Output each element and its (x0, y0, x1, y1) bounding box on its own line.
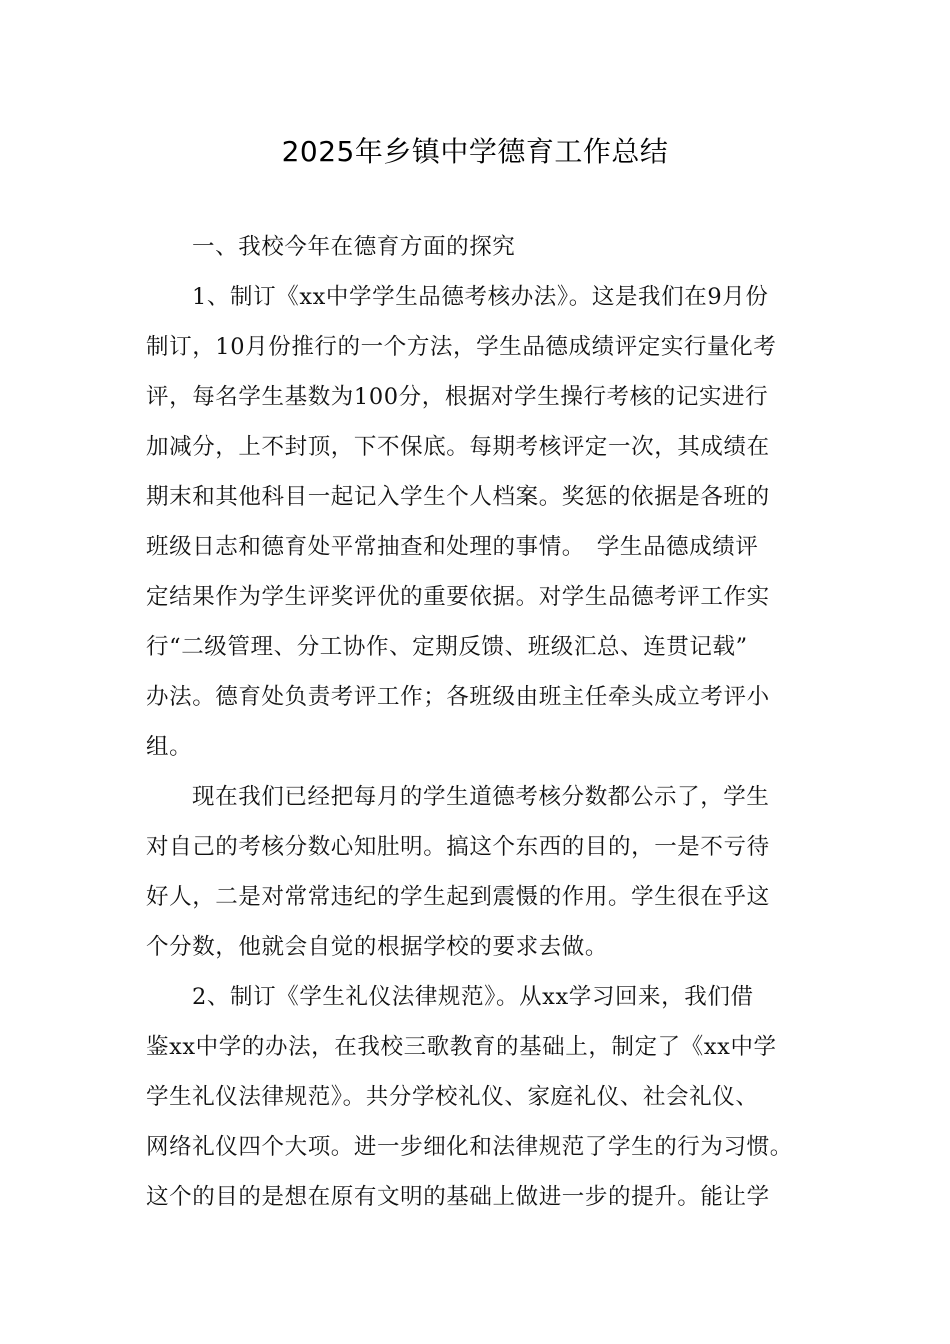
paragraph-line: 组。 (146, 734, 193, 760)
paragraph-line: 办法。德育处负责考评工作；各班级由班主任牵头成立考评小 (146, 684, 770, 710)
paragraph-line: 个分数，他就会自觉的根据学校的要求去做。 (146, 934, 609, 960)
section-heading: 一、我校今年在德育方面的探究 (192, 234, 516, 260)
paragraph-line: 加减分，上不封顶，下不保底。每期考核评定一次，其成绩在 (146, 434, 770, 460)
paragraph-line: 期末和其他科目一起记入学生个人档案。奖惩的依据是各班的 (146, 484, 770, 510)
paragraph-line: 鉴xx中学的办法，在我校三歌教育的基础上，制定了《xx中学 (146, 1034, 777, 1060)
paragraph-line: 1、制订《xx中学学生品德考核办法》。这是我们在9月份 (192, 284, 769, 310)
document-title: 2025年乡镇中学德育工作总结 (281, 135, 669, 168)
paragraph-line: 好人，二是对常常违纪的学生起到震慑的作用。学生很在乎这 (146, 884, 770, 910)
paragraph-line: 定结果作为学生评奖评优的重要依据。对学生品德考评工作实 (146, 584, 770, 610)
paragraph-line: 制订，10月份推行的一个方法，学生品德成绩评定实行量化考 (146, 334, 777, 360)
paragraph-line: 对自己的考核分数心知肚明。搞这个东西的目的，一是不亏待 (146, 834, 770, 860)
paragraph-line: 这个的目的是想在原有文明的基础上做进一步的提升。能让学 (146, 1184, 770, 1210)
paragraph-line: 评，每名学生基数为100分，根据对学生操行考核的记实进行 (146, 384, 769, 410)
paragraph-line: 网络礼仪四个大项。进一步细化和法律规范了学生的行为习惯。 (146, 1134, 793, 1160)
paragraph-line: 现在我们已经把每月的学生道德考核分数都公示了，学生 (192, 784, 770, 810)
paragraph-line: 班级日志和德育处平常抽查和处理的事情。 学生品德成绩评 (146, 534, 759, 560)
paragraph-line: 学生礼仪法律规范》。共分学校礼仪、家庭礼仪、社会礼仪、 (146, 1084, 759, 1110)
paragraph-line: 行“二级管理、分工协作、定期反馈、班级汇总、连贯记载” (146, 634, 748, 660)
paragraph-line: 2、制订《学生礼仪法律规范》。从xx学习回来，我们借 (192, 984, 754, 1010)
